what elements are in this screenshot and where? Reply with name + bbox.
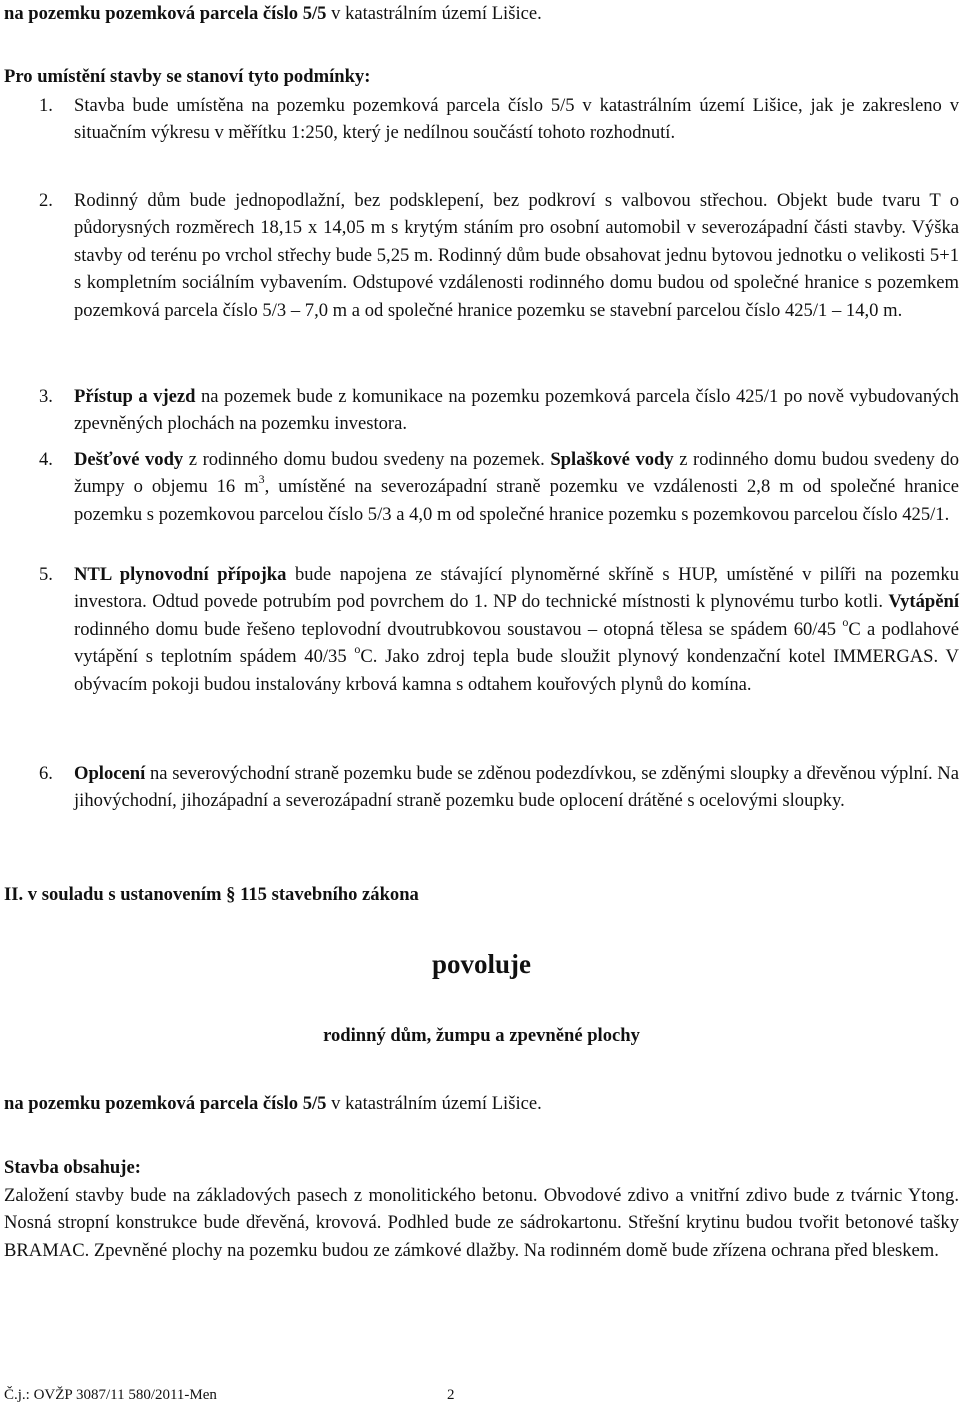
condition-1-text: Stavba bude umístěna na pozemku pozemková parcela číslo 5/5 v katastrálním území Lišice, jak je zakresleno v situačním výkresu v měřítku 1:250, který je nedílnou součástí tohoto rozhodnutí. xyxy=(74,95,959,144)
decision-subject: rodinný dům, žumpu a zpevněné plochy xyxy=(323,1025,640,1046)
condition-5-superscript-2: o xyxy=(354,642,361,657)
condition-4-text-3: , umístěné na severozápadní straně pozemku ve vzdálenosti 2,8 m od společné hranice pozemku s pozemkovou parcelou číslo 5/3 a 4,0 m od společné hranice pozemku s pozemkovou parcelou číslo 425/1. xyxy=(74,476,959,525)
contents-heading: Stavba obsahuje: xyxy=(4,1157,141,1178)
page-footer xyxy=(4,1386,455,1404)
condition-4-number: 4. xyxy=(39,449,53,470)
condition-3-number: 3. xyxy=(39,386,53,407)
condition-5-superscript-1: o xyxy=(842,614,849,629)
footer-page-number: 2 xyxy=(447,1387,455,1403)
footer-reference: Č.j.: OVŽP 3087/11 580/2011-Men xyxy=(4,1387,217,1403)
condition-3 xyxy=(4,383,959,438)
condition-4-text-1: z rodinného domu budou svedeny na pozemek. xyxy=(183,449,551,470)
condition-4 xyxy=(4,446,959,528)
condition-5-bold-2: Vytápění xyxy=(888,591,959,613)
decision-word: povoluje xyxy=(431,949,531,979)
condition-5-text-3: C a podlahové vytápění s teplotním spádem 40/35 xyxy=(74,618,959,668)
bottom-location-line xyxy=(4,1090,959,1117)
condition-4-bold-1: Dešťové vody xyxy=(74,449,184,470)
condition-5-text-1: bude napojena ze stávající plynoměrné skříně s HUP, umístěné v pilíři na pozemku investora. Odtud povede potrubím pod povrchem do 1. NP do technické místnosti k plynovému turbo kotli. xyxy=(74,564,959,613)
contents-paragraph: Založení stavby bude na základových pasech z monolitického betonu. Obvodové zdivo a vnitřní zdivo bude z tvárnic Ytong. Nosná stropní konstrukce bude dřevěná, krovová. Podhled bude ze sádrokartonu. Střešní krytinu budou tvořit betonové tašky BRAMAC. Zpevněné plochy na pozemku budou ze zámkové dlažby. Na rodinném domě bude zřízena ochrana před bleskem. xyxy=(4,1185,959,1261)
condition-6-text xyxy=(74,760,959,815)
condition-6-bold: Oplocení xyxy=(74,763,146,784)
condition-2 xyxy=(4,187,959,324)
condition-4-text xyxy=(74,446,959,528)
top-location-bold: na pozemku pozemková parcela číslo 5/5 xyxy=(4,3,327,24)
condition-5 xyxy=(4,561,959,698)
condition-5-bold-1: NTL plynovodní přípojka xyxy=(74,564,287,585)
bottom-location-bold: na pozemku pozemková parcela číslo 5/5 xyxy=(4,1093,327,1114)
condition-6-number: 6. xyxy=(39,763,53,784)
condition-3-rest: na pozemek bude z komunikace na pozemku pozemková parcela číslo 425/1 po nově vybudovaných zpevněných plochách na pozemku investora. xyxy=(74,386,959,435)
document-page xyxy=(4,0,959,1410)
condition-5-text-4: C. Jako zdroj tepla bude sloužit plynový kondenzační kotel IMMERGAS. V obývacím pokoji budou instalovány krbová kamna s odtahem kouřových plynů do komína. xyxy=(74,646,959,695)
conditions-heading: Pro umístění stavby se stanoví tyto podmínky: xyxy=(4,66,371,87)
top-location-rest: v katastrálním území Lišice. xyxy=(326,3,542,24)
condition-4-bold-2: Splaškové vody xyxy=(550,449,674,470)
condition-5-text xyxy=(74,561,959,698)
condition-6 xyxy=(4,760,959,815)
condition-1 xyxy=(4,92,959,147)
condition-4-text-2: z rodinného domu budou svedeny do žumpy o objemu 16 m xyxy=(74,449,959,498)
condition-1-number: 1. xyxy=(39,95,53,116)
top-location-line xyxy=(4,0,959,27)
condition-2-text: Rodinný dům bude jednopodlažní, bez podsklepení, bez podkroví s valbovou střechou. Objekt bude tvaru T o půdorysných rozměrech 18,15 x 14,05 m s krytým stáním pro osobní automobil v severozápadní části stavby. Výška stavby od terénu po vrchol střechy bude 5,25 m. Rodinný dům bude obsahovat jednu bytovou jednotku o velikosti 5+1 s kompletním sociálním vybavením. Odstupové vzdálenosti rodinného domu budou od společné hranice s pozemkem pozemková parcela číslo 5/3 – 7,0 m a od společné hranice pozemku se stavební parcelou číslo 425/1 – 14,0 m. xyxy=(74,190,959,321)
condition-5-number: 5. xyxy=(39,564,53,585)
condition-5-text-2: rodinného domu bude řešeno teplovodní dvoutrubkovou soustavou – otopná tělesa se spádem 60/45 xyxy=(74,618,843,640)
condition-4-superscript: 3 xyxy=(258,472,265,487)
condition-3-bold: Přístup a vjezd xyxy=(74,386,196,407)
condition-3-text xyxy=(74,383,959,438)
section-2-heading: II. v souladu s ustanovením § 115 stavebního zákona xyxy=(4,884,419,905)
condition-6-rest: na severovýchodní straně pozemku bude se zděnou podezdívkou, se zděnými sloupky a dřevěnou výplní. Na jihovýchodní, jihozápadní a severozápadní straně pozemku bude oplocení drátěné s ocelovými sloupky. xyxy=(74,763,959,812)
bottom-location-rest: v katastrálním území Lišice. xyxy=(326,1093,542,1114)
condition-2-number: 2. xyxy=(39,190,53,211)
